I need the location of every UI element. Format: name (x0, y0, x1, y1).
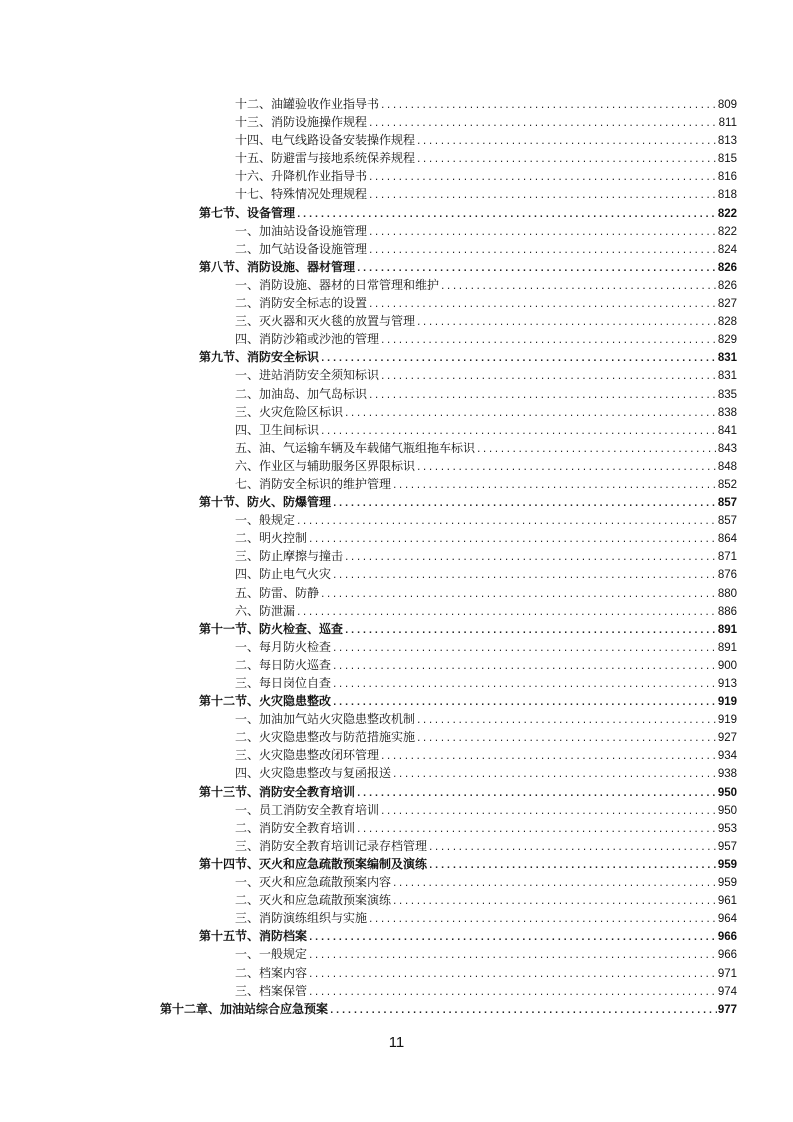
toc-entry[interactable] (235, 945, 737, 963)
toc-entry-title: 三、消防演练组织与实施 (235, 911, 368, 926)
toc-entry[interactable] (235, 873, 737, 891)
toc-entry-page: 848 (717, 460, 737, 473)
toc-entry-page: 880 (717, 587, 737, 600)
toc-entry-title: 三、火灾隐患整改闭环管理 (235, 748, 380, 763)
toc-entry-title: 第八节、消防设施、器材管理 (199, 259, 356, 274)
toc-entry-page: 822 (717, 207, 737, 220)
toc-entry[interactable] (235, 728, 737, 746)
toc-entry-page: 891 (717, 641, 737, 654)
toc-entry-title: 四、卫生间标识 (235, 422, 320, 437)
toc-entry-title: 第十五节、消防档案 (199, 929, 308, 944)
toc-entry-page: 950 (717, 786, 737, 799)
toc-entry[interactable] (235, 891, 737, 909)
toc-entry-page: 843 (717, 442, 737, 455)
toc-entry-title: 一、一般规定 (235, 947, 308, 962)
toc-entry-page: 891 (717, 623, 737, 636)
toc-entry-page: 857 (717, 515, 737, 528)
toc-entry-title: 三、火灾危险区标识 (235, 404, 344, 419)
toc-entry-page: 927 (717, 732, 737, 745)
toc-entry-page: 841 (717, 424, 737, 437)
toc-entry-title: 十二、油罐验收作业指导书 (235, 97, 380, 111)
toc-entry-title: 六、作业区与辅助服务区界限标识 (235, 458, 416, 473)
toc-entry-page: 831 (717, 352, 737, 365)
toc-entry-title: 十五、防避雷与接地系统保养规程 (235, 151, 416, 166)
toc-entry-title: 二、火灾隐患整改与防范措施实施 (235, 730, 416, 745)
toc-entry-page: 961 (717, 895, 737, 908)
toc-entry-title: 十六、升降机作业指导书 (235, 169, 368, 184)
toc-entry-title: 二、档案内容 (235, 965, 308, 980)
toc-entry-page: 959 (717, 877, 737, 890)
toc-entry[interactable] (235, 185, 737, 203)
toc-entry-title: 三、防止摩擦与撞击 (235, 549, 344, 564)
toc-entry-page: 813 (717, 135, 737, 148)
toc-entry-page: 864 (717, 533, 737, 546)
toc-entry-page: 857 (717, 497, 737, 510)
toc-entry-page: 919 (717, 714, 737, 727)
toc-entry-page: 959 (717, 858, 737, 871)
toc-entry-title: 五、防雷、防静 (235, 585, 320, 600)
toc-entry-title: 一、员工消防安全教育培训 (235, 802, 380, 817)
toc-entry-page: 831 (717, 370, 737, 383)
toc-section-entry[interactable] (199, 258, 737, 276)
toc-entry[interactable] (235, 403, 737, 421)
toc-entry-title: 一、加油站设备设施管理 (235, 223, 368, 238)
toc-entry-page: 934 (717, 750, 737, 763)
toc-entry[interactable] (235, 385, 737, 403)
toc-entry-title: 三、消防安全教育培训记录存档管理 (235, 838, 428, 853)
toc-entry[interactable] (235, 240, 737, 258)
toc-entry-page: 938 (717, 768, 737, 781)
toc-entry-title: 一、进站消防安全须知标识 (235, 368, 380, 383)
toc-entry-title: 第十三节、消防安全教育培训 (199, 784, 356, 799)
toc-entry[interactable] (235, 674, 737, 692)
toc-entry-page: 966 (717, 949, 737, 962)
toc-entry-title: 一、消防设施、器材的日常管理和维护 (235, 277, 440, 292)
toc-entry[interactable] (235, 366, 737, 384)
toc-entry[interactable] (235, 457, 737, 475)
toc-entry[interactable] (235, 656, 737, 674)
toc-entry-page: 838 (717, 406, 737, 419)
toc-entry[interactable] (235, 964, 737, 982)
toc-entry-title: 七、消防安全标识的维护管理 (235, 476, 392, 491)
toc-section-entry[interactable] (199, 692, 737, 710)
toc-entry-title: 第十四节、灭火和应急疏散预案编制及演练 (199, 856, 428, 871)
toc-entry[interactable] (235, 584, 737, 602)
toc-entry-title: 三、档案保管 (235, 983, 308, 998)
toc-entry[interactable] (235, 710, 737, 728)
toc-entry-page: 826 (717, 261, 737, 274)
toc-entry[interactable] (235, 95, 737, 113)
toc-entry-title: 二、明火控制 (235, 531, 308, 546)
toc-entry-page: 871 (717, 551, 737, 564)
toc-entry-page: 919 (717, 696, 737, 709)
toc-entry-title: 二、加油岛、加气岛标识 (235, 386, 368, 401)
toc-entry-title: 三、每日岗位自查 (235, 676, 332, 690)
toc-entry-page: 815 (717, 153, 737, 166)
toc-entry-page: 966 (717, 931, 737, 944)
toc-entry[interactable] (235, 113, 737, 131)
toc-entry-page: 816 (717, 171, 737, 184)
toc-entry-page: 822 (717, 225, 737, 238)
toc-entry[interactable] (235, 909, 737, 927)
toc-entry-title: 四、消防沙箱或沙池的管理 (235, 332, 380, 347)
toc-entry-page: 957 (717, 840, 737, 853)
toc-entry-page: 809 (717, 99, 737, 111)
toc-entry-title: 十四、电气线路设备安装操作规程 (235, 133, 416, 148)
toc-entry[interactable] (235, 746, 737, 764)
toc-section-entry[interactable] (199, 620, 737, 638)
toc-section-entry[interactable] (199, 783, 737, 801)
toc-entry[interactable] (235, 837, 737, 855)
toc-entry-title: 一、般规定 (235, 513, 296, 528)
toc-section-entry[interactable] (199, 204, 737, 222)
toc-entry-title: 一、每月防火检查 (235, 639, 332, 654)
toc-entry-page: 835 (717, 388, 737, 401)
toc-entry-page: 824 (717, 243, 737, 256)
table-of-contents (0, 95, 793, 1018)
toc-entry[interactable] (235, 222, 737, 240)
toc-entry[interactable] (235, 529, 737, 547)
toc-entry-title: 第十二章、加油站综合应急预案 (160, 1001, 329, 1016)
toc-dot-leader (329, 1002, 717, 1020)
toc-entry-page: 876 (717, 569, 737, 582)
toc-entry-page: 964 (717, 913, 737, 926)
toc-entry-page: 811 (718, 117, 737, 130)
toc-entry-title: 一、灭火和应急疏散预案内容 (235, 875, 392, 890)
toc-entry-page: 818 (717, 189, 737, 202)
toc-entry[interactable] (235, 330, 737, 348)
toc-entry[interactable] (235, 312, 737, 330)
toc-entry-title: 二、灭火和应急疏散预案演练 (235, 893, 392, 908)
toc-entry[interactable] (235, 602, 737, 620)
toc-entry[interactable] (235, 149, 737, 167)
toc-entry-page: 953 (717, 822, 737, 835)
toc-entry-title: 十三、消防设施操作规程 (235, 115, 368, 130)
toc-entry-page: 828 (717, 316, 737, 329)
toc-entry[interactable] (235, 475, 737, 493)
toc-entry[interactable] (235, 439, 737, 457)
toc-entry-title: 第七节、设备管理 (199, 205, 296, 220)
toc-entry[interactable] (235, 276, 737, 294)
toc-entry-page: 971 (717, 967, 737, 980)
toc-entry-title: 第十一节、防火检查、巡查 (199, 621, 344, 636)
page-number: 11 (388, 1034, 405, 1051)
toc-entry[interactable] (235, 421, 737, 439)
toc-entry-title: 二、消防安全标志的设置 (235, 296, 368, 311)
toc-entry[interactable] (235, 819, 737, 837)
toc-entry[interactable] (235, 638, 737, 656)
toc-entry-page: 913 (717, 678, 737, 690)
toc-entry-page: 900 (717, 659, 737, 672)
toc-section-entry[interactable] (199, 855, 737, 873)
toc-entry-title: 第九节、消防安全标识 (199, 350, 320, 365)
toc-entry-title: 二、加气站设备设施管理 (235, 241, 368, 256)
toc-entry-title: 一、加油加气站火灾隐患整改机制 (235, 712, 416, 727)
toc-entry-page: 826 (717, 279, 737, 292)
toc-entry-page: 974 (717, 985, 737, 998)
toc-chapter-entry[interactable] (160, 1000, 737, 1018)
toc-entry-title: 三、灭火器和灭火毯的放置与管理 (235, 314, 416, 329)
toc-entry[interactable] (235, 764, 737, 782)
toc-entry-page: 827 (717, 298, 737, 311)
toc-entry[interactable] (235, 982, 737, 1000)
toc-entry[interactable] (235, 547, 737, 565)
toc-entry[interactable] (235, 131, 737, 149)
toc-section-entry[interactable] (199, 493, 737, 511)
toc-entry-title: 二、每日防火巡查 (235, 657, 332, 672)
toc-entry-title: 六、防泄漏 (235, 603, 296, 618)
toc-entry-page: 829 (717, 334, 737, 347)
toc-section-entry[interactable] (199, 927, 737, 945)
toc-entry-title: 四、火灾隐患整改与复函报送 (235, 766, 392, 781)
toc-entry-title: 二、消防安全教育培训 (235, 820, 356, 835)
toc-entry-page: 886 (717, 605, 737, 618)
toc-entry[interactable] (235, 511, 737, 529)
toc-entry[interactable] (235, 801, 737, 819)
toc-entry[interactable] (235, 167, 737, 185)
toc-entry-title: 十七、特殊情况处理规程 (235, 187, 368, 202)
toc-entry-page: 977 (717, 1003, 737, 1016)
toc-entry-title: 第十二节、火灾隐患整改 (199, 694, 332, 709)
toc-section-entry[interactable] (199, 348, 737, 366)
toc-entry[interactable] (235, 294, 737, 312)
toc-entry[interactable] (235, 565, 737, 583)
toc-entry-title: 四、防止电气火灾 (235, 567, 332, 582)
toc-entry-title: 五、油、气运输车辆及车载储气瓶组拖车标识 (235, 440, 476, 455)
toc-entry-page: 950 (717, 804, 737, 817)
toc-entry-title: 第十节、防火、防爆管理 (199, 495, 332, 510)
toc-entry-page: 852 (717, 478, 737, 491)
